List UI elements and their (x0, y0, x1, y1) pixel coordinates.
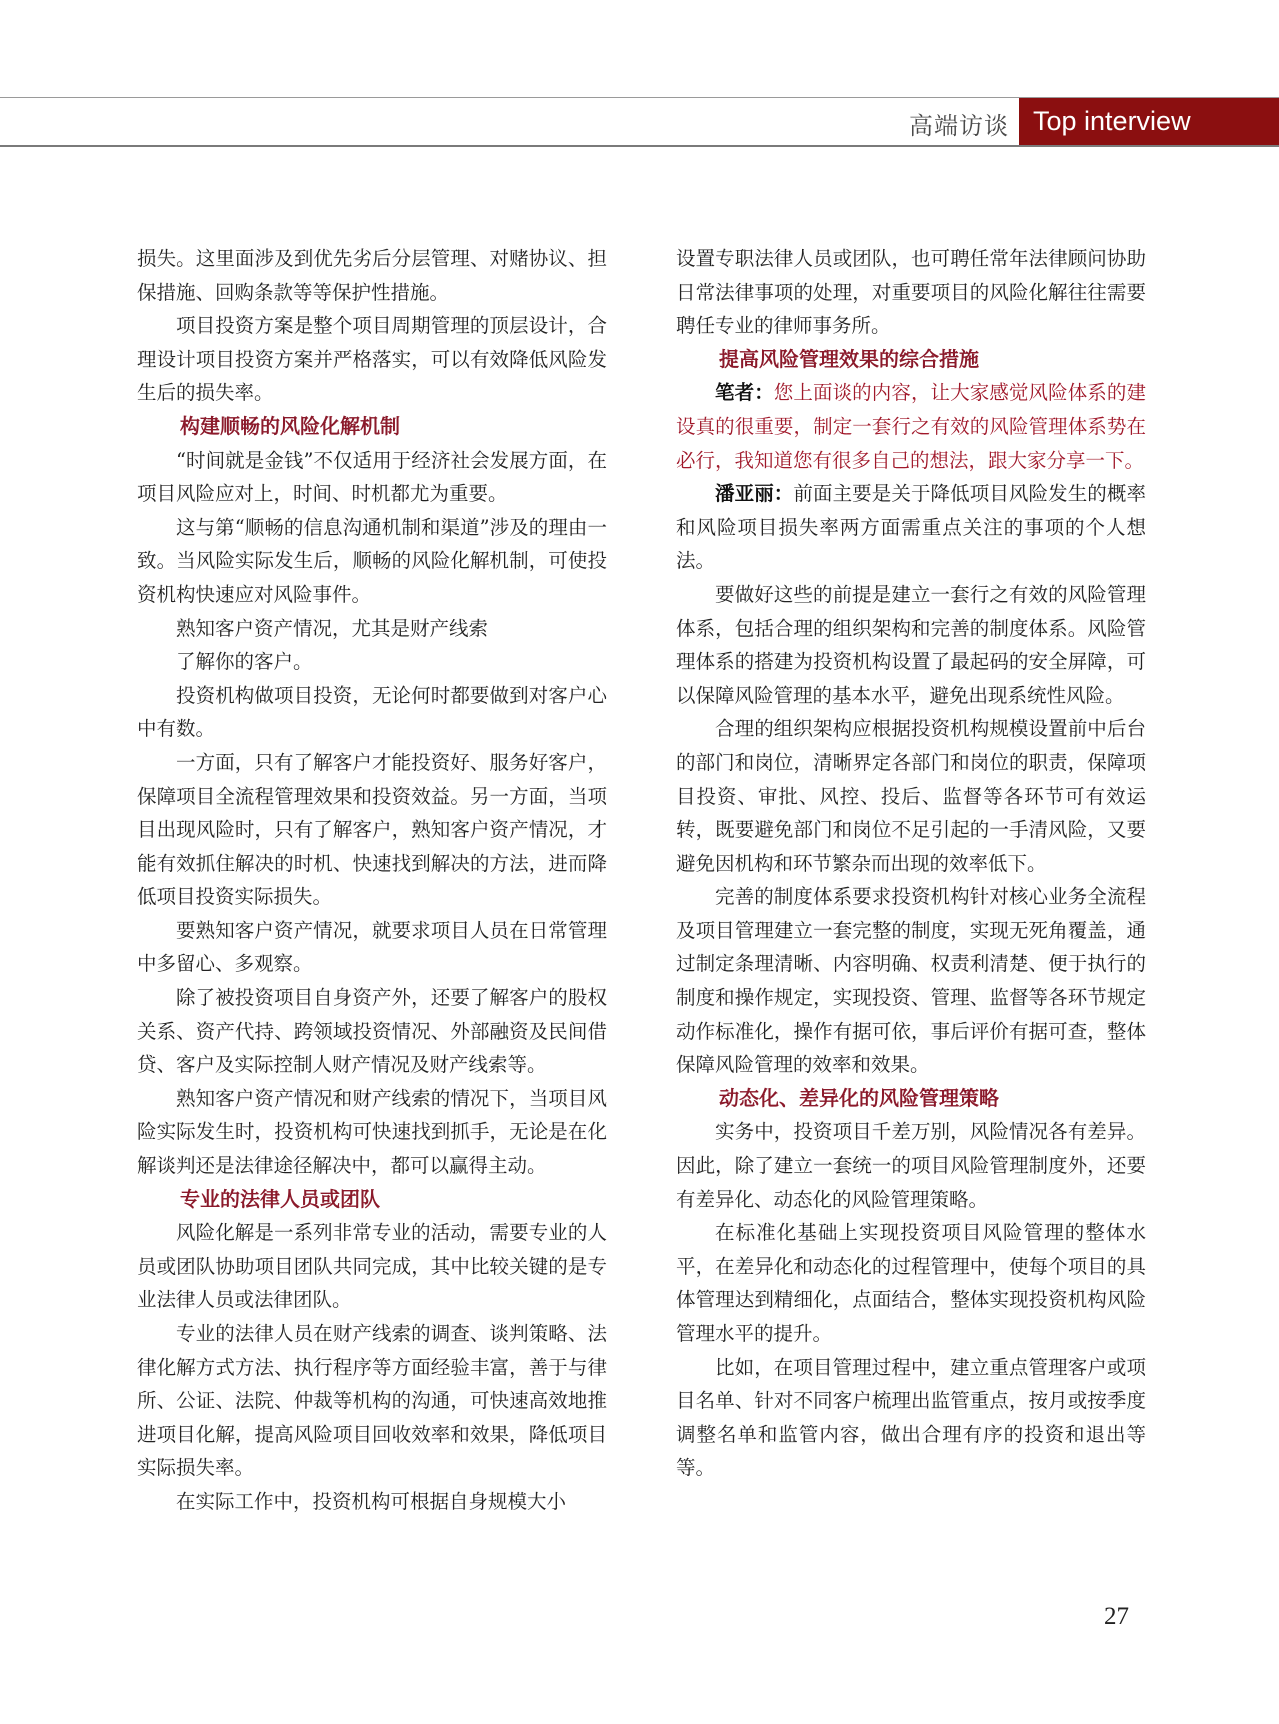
paragraph: 专业的法律人员在财产线索的调查、谈判策略、法律化解方式方法、执行程序等方面经验丰富，善于与律所、公证、法院、仲裁等机构的沟通，可快速高效地推进项目化解，提高风险项目回收效率和效果，降低项目实际损失率。 (137, 1322, 607, 1480)
paragraph: 熟知客户资产情况和财产线索的情况下，当项目风险实际发生时，投资机构可快速找到抓手，无论是在化解谈判还是法律途径解决中，都可以赢得主动。 (137, 1086, 607, 1178)
paragraph: 要熟知客户资产情况，就要求项目人员在日常管理中多留心、多观察。 (137, 918, 607, 976)
interviewee-answer (676, 477, 1146, 578)
question-text: 您上面谈的内容，让大家感觉风险体系的建设真的很重要，制定一套行之有效的风险管理体系势在必行，我知道您有很多自己的想法，跟大家分享一下。 (676, 381, 1146, 472)
right-column (676, 242, 1146, 1485)
paragraph: 熟知客户资产情况，尤其是财产线索 (176, 616, 489, 640)
answer-text: 前面主要是关于降低项目风险发生的概率和风险项目损失率两方面需重点关注的事项的个人想法。 (676, 482, 1146, 573)
section-title-cn: 高端访谈 (909, 112, 1009, 140)
speaker-label: 潘亚丽： (715, 482, 794, 506)
header-bottom-rule (0, 145, 1279, 147)
paragraph: 了解你的客户。 (176, 650, 313, 674)
subheading: 动态化、差异化的风险管理策略 (719, 1085, 999, 1110)
interviewer-question (676, 376, 1146, 477)
paragraph: 除了被投资项目自身资产外，还要了解客户的股权关系、资产代持、跨领域投资情况、外部融资及民间借贷、客户及实际控制人财产情况及财产线索等。 (137, 986, 607, 1077)
paragraph: 项目投资方案是整个项目周期管理的顶层设计，合理设计项目投资方案并严格落实，可以有效降低风险发生后的损失率。 (137, 314, 607, 405)
paragraph: 在标准化基础上实现投资项目风险管理的整体水平，在差异化和动态化的过程管理中，使每个项目的具体管理达到精细化，点面结合，整体实现投资机构风险管理水平的提升。 (676, 1221, 1146, 1345)
paragraph: 这与第“顺畅的信息沟通机制和渠道”涉及的理由一致。当风险实际发生后，顺畅的风险化解机制，可使投资机构快速应对风险事件。 (137, 515, 607, 606)
left-column (137, 242, 607, 1519)
paragraph: 损失。这里面涉及到优先劣后分层管理、对赌协议、担保措施、回购条款等等保护性措施。 (137, 247, 607, 304)
section-title-en: Top interview (1019, 98, 1279, 145)
paragraph: 投资机构做项目投资，无论何时都要做到对客户心中有数。 (137, 683, 607, 741)
paragraph: 实务中，投资项目千差万别，风险情况各有差异。因此，除了建立一套统一的项目风险管理制度外，还要有差异化、动态化的风险管理策略。 (676, 1120, 1146, 1211)
paragraph: 风险化解是一系列非常专业的活动，需要专业的人员或团队协助项目团队共同完成，其中比较关键的是专业法律人员或法律团队。 (137, 1221, 607, 1312)
subheading: 提高风险管理效果的综合措施 (719, 346, 979, 371)
paragraph: 设置专职法律人员或团队，也可聘任常年法律顾问协助日常法律事项的处理，对重要项目的风险化解往往需要聘任专业的律师事务所。 (676, 247, 1146, 338)
paragraph: 完善的制度体系要求投资机构针对核心业务全流程及项目管理建立一套完整的制度，实现无死角覆盖，通过制定条理清晰、内容明确、权责利清楚、便于执行的制度和操作规定，实现投资、管理、监督等各环节规定动作标准化，操作有据可依，事后评价有据可查，整体保障风险管理的效率和效果。 (676, 885, 1146, 1077)
paragraph: 比如，在项目管理过程中，建立重点管理客户或项目名单、针对不同客户梳理出监管重点，按月或按季度调整名单和监管内容，做出合理有序的投资和退出等等。 (676, 1355, 1146, 1480)
speaker-label: 笔者： (715, 381, 774, 405)
paragraph: 一方面，只有了解客户才能投资好、服务好客户，保障项目全流程管理效果和投资效益。另一方面，当项目出现风险时，只有了解客户，熟知客户资产情况，才能有效抓住解决的时机、快速找到解决的方法，进而降低项目投资实际损失。 (137, 750, 607, 909)
subheading: 构建顺畅的风险化解机制 (180, 413, 400, 438)
paragraph: 在实际工作中，投资机构可根据自身规模大小 (176, 1489, 567, 1513)
paragraph: “时间就是金钱”不仅适用于经济社会发展方面，在项目风险应对上，时间、时机都尤为重要。 (137, 448, 607, 506)
page-number: 27 (1104, 1603, 1129, 1630)
subheading: 专业的法律人员或团队 (180, 1186, 380, 1211)
paragraph: 要做好这些的前提是建立一套行之有效的风险管理体系，包括合理的组织架构和完善的制度体系。风险管理体系的搭建为投资机构设置了最起码的安全屏障，可以保障风险管理的基本水平，避免出现系统性风险。 (676, 582, 1146, 707)
paragraph: 合理的组织架构应根据投资机构规模设置前中后台的部门和岗位，清晰界定各部门和岗位的职责，保障项目投资、审批、风控、投后、监督等各环节可有效运转，既要避免部门和岗位不足引起的一手清风险，又要避免因机构和环节繁杂而出现的效率低下。 (676, 717, 1146, 875)
